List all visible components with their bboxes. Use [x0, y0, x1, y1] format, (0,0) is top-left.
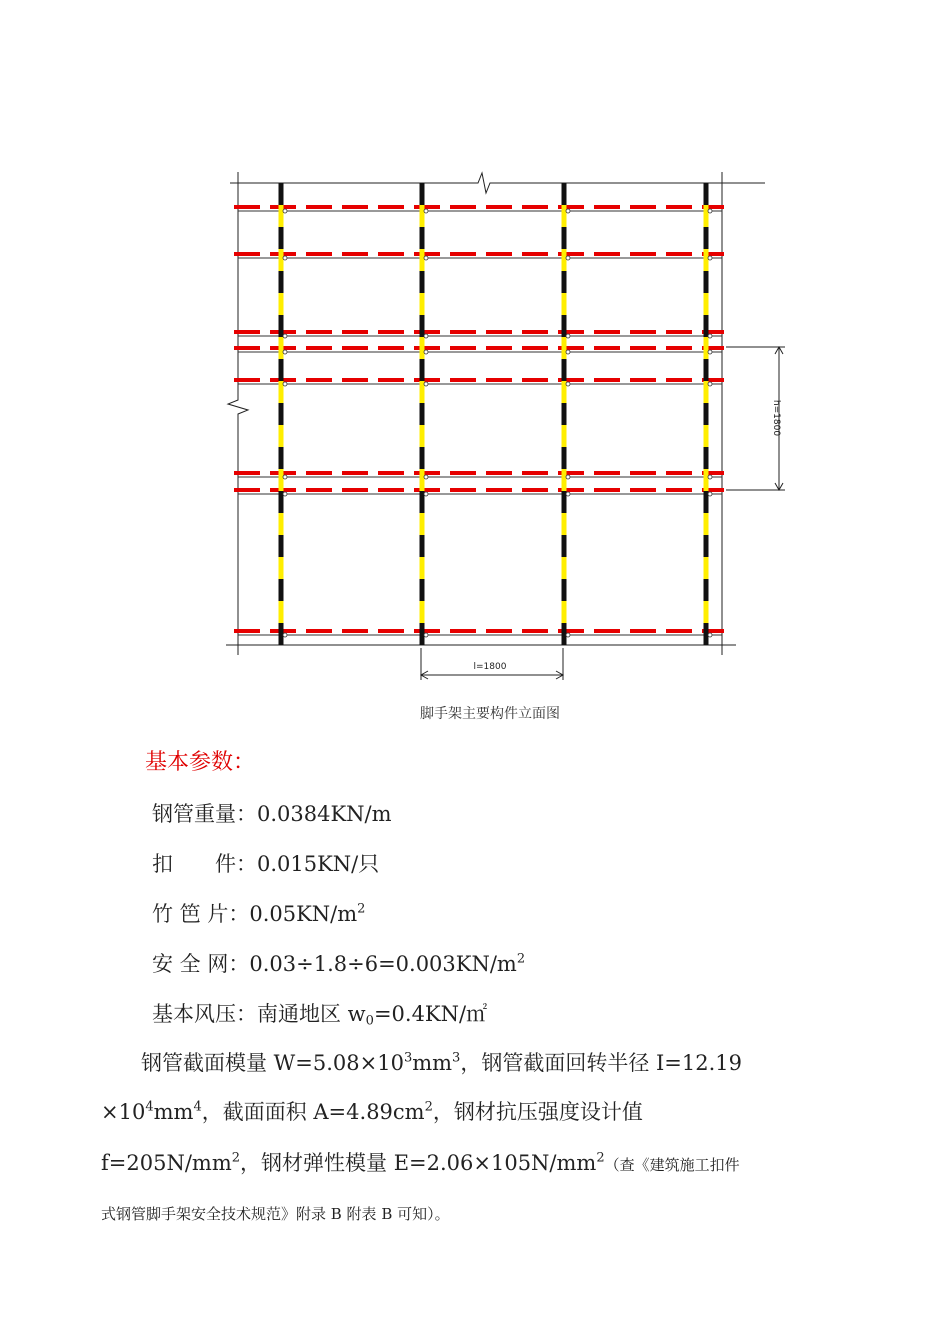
- para-text: mm: [153, 1100, 194, 1124]
- para-text: 钢管截面模量 W=5.08×10: [141, 1051, 404, 1075]
- coupler-node: [708, 209, 712, 213]
- top-break-line: [230, 173, 765, 193]
- para-sup: 2: [596, 1150, 605, 1166]
- para-text: ，钢管截面回转半径 I=12.19: [460, 1051, 743, 1075]
- param-value: 0.0384KN/m: [257, 802, 392, 826]
- ledger-pipe: [234, 473, 724, 477]
- paragraph-line-2: [101, 1096, 643, 1126]
- ledger-pipe: [234, 631, 724, 635]
- param-superscript: 2: [516, 951, 526, 967]
- paragraph-line-3: [101, 1147, 740, 1177]
- param-label: 扣 件：: [152, 852, 257, 876]
- param-label: 基本风压：: [152, 1002, 257, 1026]
- coupler-node: [566, 492, 570, 496]
- coupler-node: [283, 382, 287, 386]
- height-dimension-label: h=1800: [771, 399, 781, 437]
- ledger-group: [234, 207, 724, 635]
- param-value: 0.05KN/m: [249, 902, 358, 926]
- coupler-node: [566, 350, 570, 354]
- coupler-node: [283, 350, 287, 354]
- coupler-node: [424, 209, 428, 213]
- section-heading: 基本参数：: [145, 750, 256, 775]
- ledger-pipe: [234, 380, 724, 384]
- coupler-node: [283, 633, 287, 637]
- ledger-pipe: [234, 490, 724, 494]
- param-label: 安 全 网：: [152, 952, 250, 976]
- coupler-node: [566, 209, 570, 213]
- param-value: 0.03÷1.8÷6=0.003KN/m: [249, 952, 517, 976]
- coupler-node: [424, 382, 428, 386]
- param-label: 钢管重量：: [152, 802, 257, 826]
- param-row-steel-pipe-weight: [152, 798, 392, 828]
- coupler-node: [708, 633, 712, 637]
- coupler-node: [708, 475, 712, 479]
- frame-lines: [226, 172, 765, 655]
- param-value: =0.4KN/㎡: [373, 1002, 488, 1026]
- coupler-node: [566, 256, 570, 260]
- param-row-safety-net: [152, 948, 525, 978]
- coupler-node: [708, 256, 712, 260]
- para-text-small: （查《建筑施工扣件: [604, 1156, 740, 1174]
- para-text: ，钢材弹性模量 E=2.06×105N/mm: [240, 1151, 597, 1175]
- coupler-node: [708, 350, 712, 354]
- para-text: f=205N/mm: [101, 1151, 232, 1175]
- paragraph-line-1: [141, 1047, 742, 1077]
- param-row-wind-pressure: [152, 998, 487, 1028]
- coupler-node: [424, 475, 428, 479]
- para-sup: 3: [403, 1050, 413, 1066]
- para-text: mm: [412, 1051, 453, 1075]
- para-sup: 2: [424, 1099, 433, 1115]
- para-sup: 4: [145, 1099, 154, 1115]
- left-break-line: [228, 172, 248, 655]
- coupler-node: [566, 475, 570, 479]
- figure-caption: 脚手架主要构件立面图: [420, 706, 560, 722]
- ledger-pipe: [234, 254, 724, 258]
- ledger-pipe: [234, 348, 724, 352]
- para-sup: 4: [193, 1099, 202, 1115]
- ledger-pipe: [234, 332, 724, 336]
- coupler-node: [566, 334, 570, 338]
- coupler-node: [283, 209, 287, 213]
- param-row-bamboo-panel: [152, 898, 365, 928]
- coupler-node: [424, 256, 428, 260]
- coupler-node: [708, 334, 712, 338]
- param-superscript: 2: [357, 901, 366, 917]
- coupler-node: [424, 633, 428, 637]
- coupler-node: [424, 350, 428, 354]
- param-label: 竹 笆 片：: [152, 902, 250, 926]
- paragraph-line-4: 式钢管脚手架安全技术规范》附录 B 附表 B 可知）。: [101, 1205, 450, 1223]
- param-value: 0.015KN/只: [257, 852, 380, 876]
- ledger-pipe: [234, 207, 724, 211]
- coupler-node: [283, 256, 287, 260]
- param-value: 南通地区 w: [257, 1002, 366, 1026]
- coupler-node: [283, 492, 287, 496]
- para-sup: 2: [231, 1150, 241, 1166]
- coupler-node: [424, 334, 428, 338]
- para-sup: 3: [452, 1050, 461, 1066]
- param-row-fastener: [152, 848, 379, 878]
- para-text: ，钢材抗压强度设计值: [432, 1100, 643, 1124]
- coupler-node: [566, 633, 570, 637]
- coupler-node: [424, 492, 428, 496]
- coupler-node: [708, 382, 712, 386]
- coupler-node: [566, 382, 570, 386]
- length-dimension-label: l=1800: [473, 662, 507, 672]
- coupler-node: [283, 475, 287, 479]
- coupler-node: [708, 492, 712, 496]
- coupler-node: [283, 334, 287, 338]
- param-subscript: 0: [365, 1013, 374, 1029]
- para-text: ，截面面积 A=4.89cm: [201, 1100, 425, 1124]
- para-text: ×10: [101, 1100, 146, 1124]
